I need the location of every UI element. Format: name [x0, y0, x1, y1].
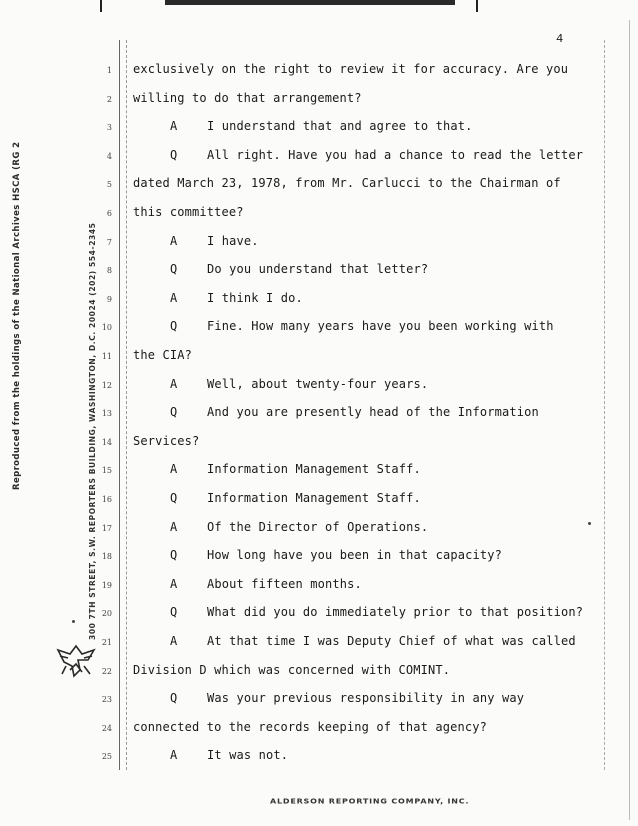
line-number: 21: [101, 638, 112, 647]
line-text: Do you understand that letter?: [207, 262, 429, 277]
line-text: Division D which was concerned with COMINT.: [133, 662, 451, 677]
line-number: 13: [101, 409, 112, 419]
line-text: willing to do that arrangement?: [133, 90, 362, 105]
line-number: 3: [106, 123, 112, 133]
line-text: About fifteen months.: [207, 576, 362, 591]
line-number: 4: [106, 151, 112, 161]
line-number: 24: [101, 723, 112, 733]
line-number: 1: [106, 66, 112, 75]
line-text: Well, about twenty-four years.: [207, 376, 429, 391]
line-text: I understand that and agree to that.: [207, 119, 473, 134]
speaker-label: Q: [170, 605, 178, 620]
transcript-line: [0, 434, 638, 454]
speaker-label: Q: [170, 319, 178, 334]
line-number: 14: [101, 437, 112, 447]
scan-edge-bar: [165, 0, 455, 5]
transcript-line: [0, 119, 638, 139]
line-number: 5: [106, 180, 112, 190]
transcript-line: [0, 91, 638, 111]
line-text: connected to the records keeping of that agency?: [133, 719, 487, 734]
transcript-line: [0, 520, 638, 540]
transcript-line: [0, 462, 638, 482]
transcript-line: [0, 176, 638, 196]
line-text: exclusively on the right to review it for accuracy. Are you: [133, 62, 569, 76]
line-number: 23: [101, 695, 112, 705]
line-text: Was your previous responsibility in any way: [207, 691, 525, 706]
line-text: Information Management Staff.: [207, 491, 421, 505]
speaker-label: A: [170, 119, 178, 134]
speaker-label: Q: [170, 548, 178, 563]
line-number: 25: [101, 752, 112, 762]
speaker-label: Q: [170, 691, 178, 706]
line-number: 15: [101, 466, 112, 476]
line-number: 10: [101, 323, 112, 333]
line-number: 11: [101, 352, 112, 361]
speaker-label: A: [170, 748, 178, 763]
transcript-line: [0, 62, 638, 82]
line-text: dated March 23, 1978, from Mr. Carlucci to the Chairman of: [133, 176, 561, 191]
line-number: 22: [101, 666, 112, 676]
speaker-label: Q: [170, 491, 178, 505]
reporting-company-footer: ALDERSON REPORTING COMPANY, INC.: [270, 797, 470, 806]
line-text: At that time I was Deputy Chief of what was called: [207, 634, 576, 648]
line-text: Fine. How many years have you been working with: [207, 319, 554, 334]
speaker-label: A: [170, 462, 178, 477]
line-text: What did you do immediately prior to that position?: [207, 605, 584, 620]
transcript-line: [0, 234, 638, 254]
transcript-line: [0, 720, 638, 740]
scan-speck: [72, 620, 75, 623]
transcript-line: [0, 319, 638, 339]
line-text: Information Management Staff.: [207, 462, 421, 477]
line-text: It was not.: [207, 748, 289, 763]
page-number: 4: [556, 32, 564, 46]
transcript-line: [0, 491, 638, 511]
scan-tick-mark: [100, 0, 102, 12]
speaker-label: A: [170, 519, 178, 534]
transcript-line: [0, 605, 638, 625]
transcript-line: [0, 291, 638, 311]
line-number: 17: [101, 523, 112, 533]
speaker-label: A: [170, 290, 178, 305]
line-text: How long have you been in that capacity?: [207, 548, 502, 563]
speaker-label: Q: [170, 147, 178, 162]
speaker-label: A: [170, 233, 178, 248]
transcript-line: [0, 205, 638, 225]
transcript-line: [0, 405, 638, 425]
line-text: the CIA?: [133, 348, 192, 362]
archive-provenance-note: Reproduced from the holdings of the National Archives HSCA (RG 2: [12, 141, 22, 490]
line-number: 7: [106, 237, 112, 247]
transcript-line: [0, 348, 638, 368]
line-number: 8: [106, 266, 112, 276]
line-text: I think I do.: [207, 290, 303, 305]
speaker-label: A: [170, 634, 178, 648]
transcript-line: [0, 548, 638, 568]
transcript-line: [0, 691, 638, 711]
eagle-seal-icon: [54, 636, 98, 680]
speaker-label: Q: [170, 405, 178, 420]
scan-speck: [588, 522, 591, 525]
line-number: 12: [101, 380, 112, 390]
transcript-line: [0, 577, 638, 597]
line-text: Services?: [133, 433, 200, 448]
speaker-label: Q: [170, 262, 178, 277]
speaker-label: A: [170, 576, 178, 591]
line-number: 2: [106, 94, 112, 104]
transcript-line: [0, 377, 638, 397]
transcript-line: [0, 748, 638, 768]
speaker-label: A: [170, 376, 178, 391]
line-text: I have.: [207, 233, 259, 248]
line-text: And you are presently head of the Information: [207, 405, 539, 420]
line-number: 16: [101, 495, 112, 504]
transcript-line: [0, 262, 638, 282]
line-number: 19: [101, 580, 112, 590]
line-number: 6: [106, 209, 112, 218]
line-number: 9: [106, 294, 112, 304]
line-text: this committee?: [133, 205, 244, 219]
classification-stamp: [322, 776, 400, 794]
scan-tick-mark: [476, 0, 478, 12]
line-number: 18: [101, 552, 112, 562]
reporter-address-note: 300 7TH STREET, S.W. REPORTERS BUILDING, WASHINGTON, D.C. 20024 (202) 554-2345: [88, 222, 97, 640]
transcript-line: [0, 148, 638, 168]
header-stamp: [271, 8, 364, 26]
line-text: Of the Director of Operations.: [207, 519, 429, 534]
line-number: 20: [101, 609, 112, 619]
line-text: All right. Have you had a chance to read the letter: [207, 147, 584, 162]
